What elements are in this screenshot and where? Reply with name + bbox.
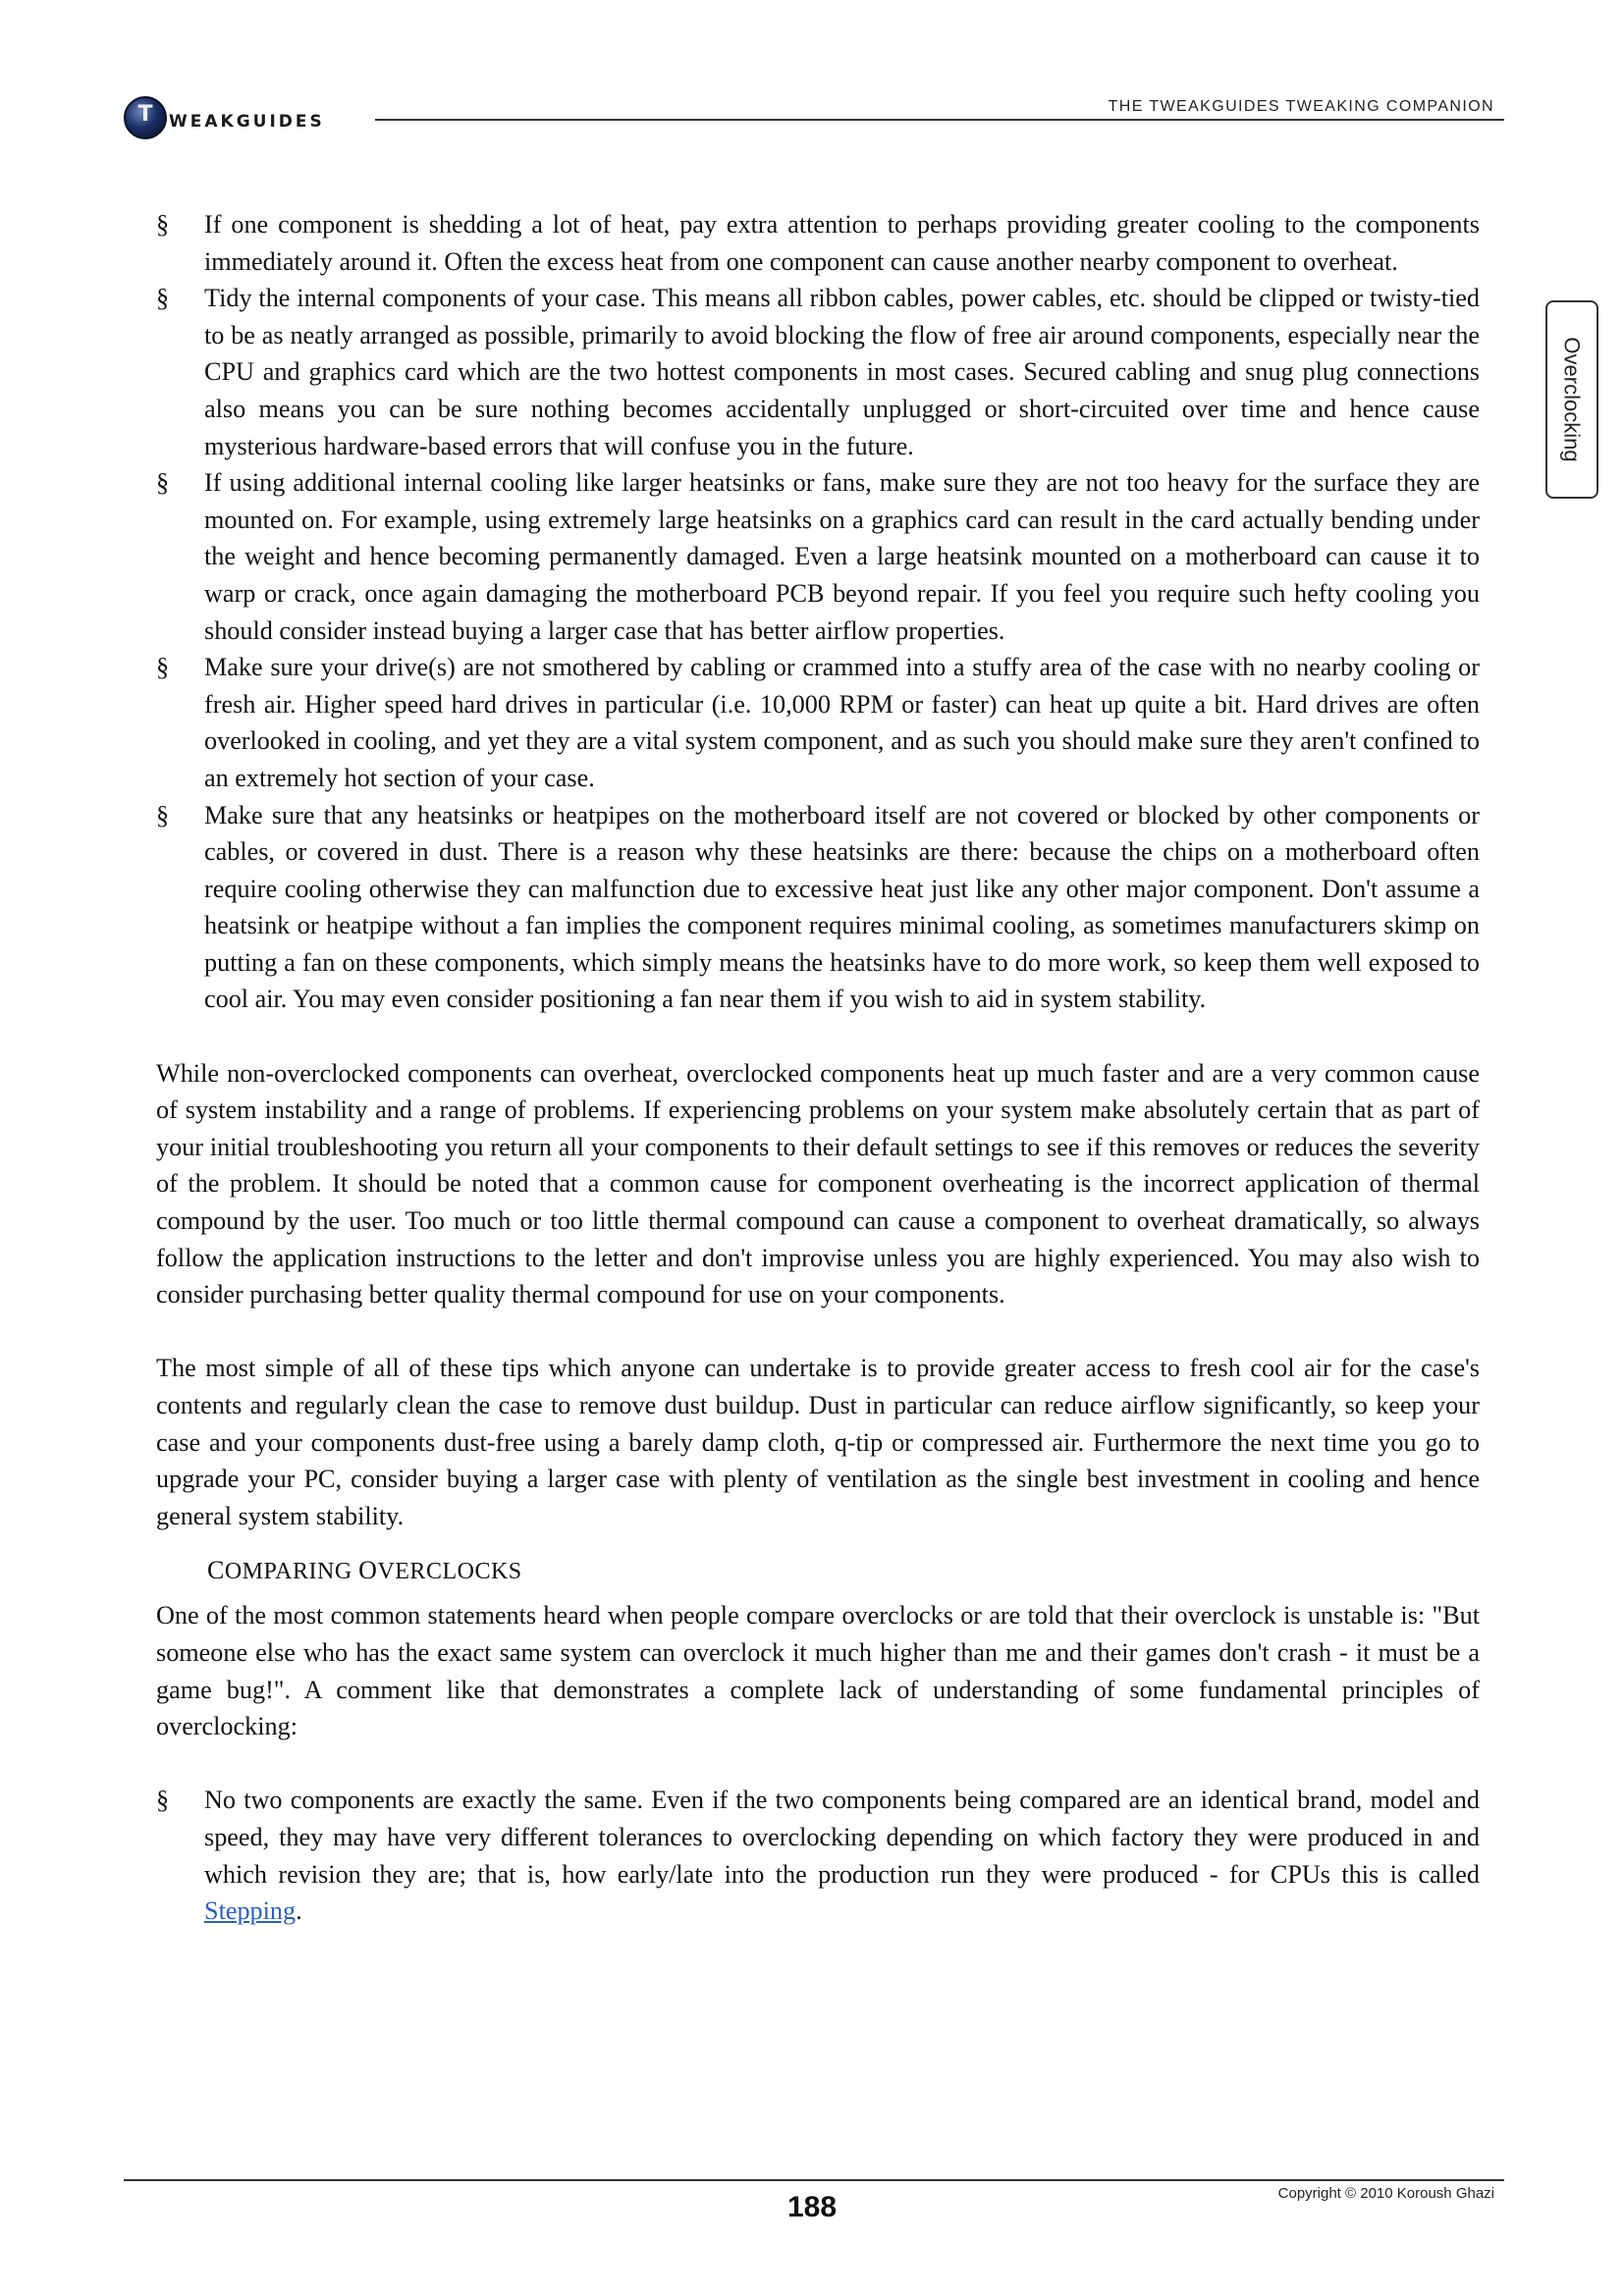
chapter-tab-label: Overclocking xyxy=(1560,337,1585,462)
list-item-text: Make sure that any heatsinks or heatpipes on the motherboard itself are not covered or blocked by other components or cables, or covered in dust. There is a reason why these heatsinks are there: because the chips on a motherboard often require cooling otherwise they can malfunction due to excessive heat just like any other major component. Don't assume a heatsink or heatpipe without a fan implies the component requires minimal cooling, as sometimes manufacturers skimp on putting a fan on these components, which simply means the heatsinks have to do more work, so keep them well exposed to cool air. You may even consider positioning a fan near them if you wish to aid in system stability. xyxy=(204,800,1480,1014)
list-item xyxy=(156,797,1480,1019)
document-title: THE TWEAKGUIDES TWEAKING COMPANION xyxy=(1108,98,1494,115)
list-item-text: Tidy the internal components of your case. This means all ribbon cables, power cables, etc. should be clipped or twisty-tied to be as neatly arranged as possible, primarily to avoid blocking the flow of free air around components, especially near the CPU and graphics card which are the two hottest components in most cases. Secured cabling and snug plug connections also means you can be sure nothing becomes accidentally unplugged or short-circuited over time and hence cause mysterious hardware-based errors that will confuse you in the future. xyxy=(204,284,1480,460)
chapter-tab xyxy=(1545,300,1598,499)
list-item xyxy=(156,649,1480,796)
page-number: 188 xyxy=(786,2191,838,2223)
section-sign-bullet: § xyxy=(156,468,170,498)
list-item: § No two components are exactly the same. Even if the two components being compared are an identical brand, model and speed, they may have very different tolerances to overclocking depending on which factory they were produced in and which revision they are; that is, how early/late into the production run they were produced - for CPUs this is called Stepping. xyxy=(156,1782,1480,1929)
list-item-text: If one component is shedding a lot of heat, pay extra attention to perhaps providing greater cooling to the components immediately around it. Often the excess heat from one component can cause another nearby component to overheat. xyxy=(204,210,1480,276)
list-item xyxy=(156,464,1480,649)
list-item xyxy=(156,280,1480,464)
section-heading: COMPARING OVERCLOCKS xyxy=(207,1556,522,1585)
list-item-text: If using additional internal cooling like larger heatsinks or fans, make sure they are not too heavy for the surface they are mounted on. For example, using extremely large heatsinks on a graphics card can result in the card actually bending under the weight and hence becoming permanently damaged. Even a large heatsink mounted on a motherboard can cause it to warp or crack, once again damaging the motherboard PCB beyond repair. If you feel you require such hefty cooling you should consider instead buying a larger case that has better airflow properties. xyxy=(204,468,1480,645)
list-item-text: Make sure your drive(s) are not smothered by cabling or crammed into a stuffy area of the case with no nearby cooling or fresh air. Higher speed hard drives in particular (i.e. 10,000 RPM or faster) can heat up quite a bit. Hard drives are often overlooked in cooling, and yet they are a vital system component, and as such you should make sure they aren't confined to an extremely hot section of your case. xyxy=(204,653,1480,792)
section-sign-bullet: § xyxy=(156,1786,170,1815)
copyright-notice: Copyright © 2010 Koroush Ghazi xyxy=(1277,2185,1494,2202)
section-sign-bullet: § xyxy=(156,284,170,313)
logo-wordmark: WEAKGUIDES xyxy=(169,112,325,132)
section-sign-bullet: § xyxy=(156,210,170,239)
body-paragraph: The most simple of all of these tips which anyone can undertake is to provide greater access to fresh cool air for the case's contents and regularly clean the case to remove dust buildup. Dust in particular can reduce airflow significantly, so keep your case and your components dust-free using a barely damp cloth, q-tip or compressed air. Furthermore the next time you go to upgrade your PC, consider buying a larger case with plenty of ventilation as the single best investment in cooling and hence general system stability. xyxy=(156,1354,1480,1530)
list-item-text: No two components are exactly the same. Even if the two components being compared are an identical brand, model and speed, they may have very different tolerances to overclocking depending on which factory they were produced in and which revision they are; that is, how early/late into the production run they were produced - for CPUs this is called xyxy=(204,1786,1480,1889)
logo-globe-icon: T xyxy=(124,96,167,139)
header-divider xyxy=(375,119,1504,121)
body-paragraph: While non-overclocked components can overheat, overclocked components heat up much faster and are a very common cause of system instability and a range of problems. If experiencing problems on your system make absolutely certain that as part of your initial troubleshooting you return all your components to their default settings to see if this removes or reduces the severity of the problem. It should be noted that a common cause for component overheating is the incorrect application of thermal compound by the user. Too much or too little thermal compound can cause a component to overheat dramatically, so always follow the application instructions to the letter and don't improvise unless you are highly experienced. You may also wish to consider purchasing better quality thermal compound for use on your components. xyxy=(156,1058,1480,1309)
section-sign-bullet: § xyxy=(156,800,170,829)
section-intro: One of the most common statements heard when people compare overclocks or are told that their overclock is unstable is: "But someone else who has the exact same system can overclock it much higher than me and their games don't crash - it must be a game bug!". A comment like that demonstrates a complete lack of understanding of some fundamental principles of overclocking: xyxy=(156,1601,1480,1741)
tweakguides-logo xyxy=(124,94,325,141)
page-content xyxy=(156,206,1480,1930)
section-sign-bullet: § xyxy=(156,653,170,682)
list-item xyxy=(156,206,1480,280)
stepping-link[interactable]: Stepping xyxy=(204,1896,297,1926)
footer-divider xyxy=(124,2179,1504,2181)
